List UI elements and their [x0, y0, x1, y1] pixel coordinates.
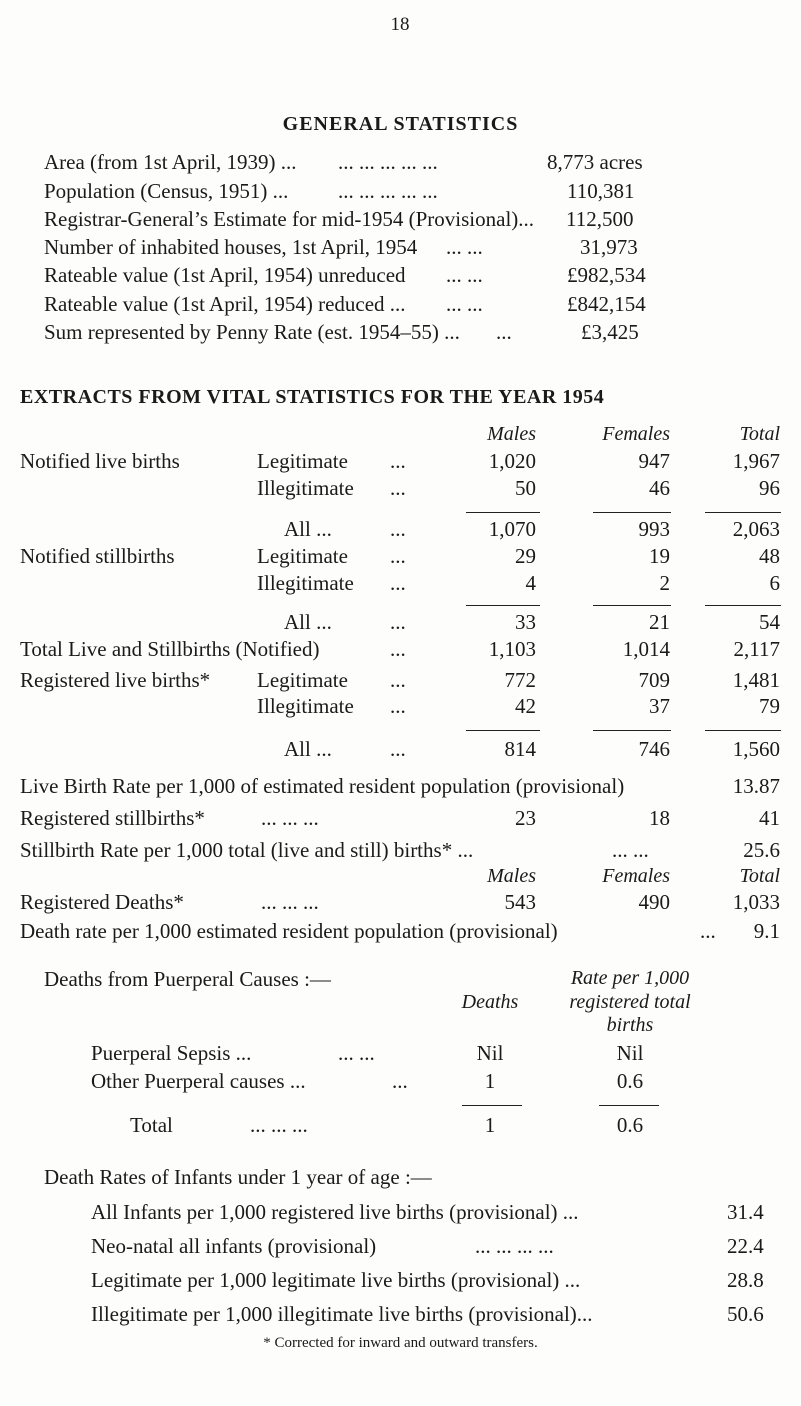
cell-total: 1,560 — [732, 737, 780, 761]
general-row-value: £842,154 — [567, 292, 646, 316]
footnote: * Corrected for inward and outward transfers. — [263, 1335, 538, 1351]
page-number: 18 — [390, 14, 410, 35]
row-dots: ... ... ... — [261, 890, 319, 914]
subtotal-rule — [466, 512, 540, 513]
col-head-rate-2: registered total — [569, 991, 691, 1013]
row-dots: ... — [390, 571, 406, 595]
row-dots: ... — [390, 517, 406, 541]
general-row-value: £982,534 — [567, 263, 646, 287]
puerperal-deaths: Nil — [476, 1041, 504, 1065]
row-sub-label: All ... — [284, 737, 332, 761]
cell-total: 48 — [759, 544, 780, 568]
puerperal-total-label: Total — [130, 1113, 173, 1137]
cell-males: 23 — [515, 806, 536, 830]
cell-males: 42 — [515, 694, 536, 718]
row-dots: ... — [390, 637, 406, 661]
general-row-value: £3,425 — [581, 320, 639, 344]
infant-row-value: 50.6 — [727, 1302, 764, 1326]
subtotal-rule — [593, 730, 671, 731]
cell-total: 96 — [759, 476, 780, 500]
cell-females: 746 — [638, 737, 670, 761]
row-sub-label: Legitimate — [257, 668, 348, 692]
row-dots: ... — [390, 694, 406, 718]
extracts-heading: EXTRACTS FROM VITAL STATISTICS FOR THE YEAR 1954 — [20, 386, 605, 408]
cell-total: 41 — [759, 806, 780, 830]
cell-males: 29 — [515, 544, 536, 568]
stillbirth-rate-value: 25.6 — [743, 838, 780, 862]
cell-females: 46 — [649, 476, 670, 500]
infant-row-label: Neo-natal all infants (provisional) — [91, 1234, 377, 1258]
infant-row-value: 31.4 — [727, 1200, 764, 1224]
page-title: GENERAL STATISTICS — [282, 113, 519, 135]
col-head-females: Females — [602, 865, 670, 887]
cell-total: 2,063 — [732, 517, 780, 541]
cell-total: 2,117 — [733, 637, 780, 661]
subtotal-rule — [466, 730, 540, 731]
col-head-total: Total — [739, 865, 780, 887]
row-sub-label: Illegitimate — [257, 476, 354, 500]
subtotal-rule — [705, 605, 781, 606]
subtotal-rule — [466, 605, 540, 606]
puerperal-row-label: Puerperal Sepsis ... — [91, 1041, 252, 1065]
general-row-label: Population (Census, 1951) ... — [44, 179, 289, 203]
row-dots: ... — [390, 610, 406, 634]
puerperal-rate: Nil — [616, 1041, 644, 1065]
cell-females: 18 — [649, 806, 670, 830]
row-sub-label: All ... — [284, 517, 332, 541]
cell-total: 1,967 — [732, 449, 780, 473]
subtotal-rule — [705, 512, 781, 513]
infant-row-label: Legitimate per 1,000 legitimate live births (provisional) ... — [91, 1268, 581, 1292]
infant-row-label: All Infants per 1,000 registered live births (provisional) ... — [91, 1200, 579, 1224]
cell-total: 1,481 — [732, 668, 780, 692]
total-live-still-label: Total Live and Stillbirths (Notified) — [20, 637, 320, 661]
row-dots: ... ... ... — [250, 1113, 308, 1137]
cell-males: 1,103 — [488, 637, 536, 661]
stillbirth-rate-label: Stillbirth Rate per 1,000 total (live and still) births* ... — [20, 838, 474, 862]
puerperal-total-deaths: 1 — [484, 1113, 496, 1137]
cell-females: 947 — [638, 449, 670, 473]
general-row-label: Area (from 1st April, 1939) ... — [44, 150, 297, 174]
subtotal-rule — [705, 730, 781, 731]
cell-males: 814 — [504, 737, 536, 761]
live-birth-rate-value: 13.87 — [732, 774, 780, 798]
cell-males: 4 — [525, 571, 536, 595]
cell-females: 993 — [638, 517, 670, 541]
row-dots: ... — [700, 919, 716, 943]
row-dots: ... — [392, 1069, 408, 1093]
col-head-males: Males — [487, 423, 536, 445]
row-dots: ... — [390, 476, 406, 500]
infant-row-label: Illegitimate per 1,000 illegitimate live births (provisional)... — [91, 1302, 593, 1326]
infants-label: Death Rates of Infants under 1 year of age :— — [44, 1165, 432, 1189]
general-row-dots: ... ... ... ... ... — [338, 150, 438, 174]
general-row-value: 31,973 — [580, 235, 638, 259]
general-row-label: Registrar-General’s Estimate for mid-1954 (Provisional)... — [44, 207, 535, 231]
cell-males: 772 — [504, 668, 536, 692]
general-row-value: 110,381 — [567, 179, 635, 203]
puerperal-label: Deaths from Puerperal Causes :— — [44, 967, 331, 991]
general-row-label: Rateable value (1st April, 1954) reduced ... — [44, 292, 406, 316]
cell-total: 1,033 — [732, 890, 780, 914]
infant-row-value: 28.8 — [727, 1268, 764, 1292]
row-sub-label: Legitimate — [257, 449, 348, 473]
general-row-value: 112,500 — [566, 207, 634, 231]
cell-males: 33 — [515, 610, 536, 634]
notified-stillbirths-label: Notified stillbirths — [20, 544, 175, 568]
row-dots: ... — [390, 668, 406, 692]
infant-row-value: 22.4 — [727, 1234, 764, 1258]
row-sub-label: All ... — [284, 610, 332, 634]
cell-males: 50 — [515, 476, 536, 500]
cell-males: 543 — [504, 890, 536, 914]
registered-live-births-label: Registered live births* — [20, 668, 211, 692]
death-rate-value: 9.1 — [753, 919, 780, 943]
notified-live-births-label: Notified live births — [20, 449, 180, 473]
row-dots: ... — [390, 449, 406, 473]
subtotal-rule — [593, 512, 671, 513]
general-row-label: Sum represented by Penny Rate (est. 1954–55) ... — [44, 320, 460, 344]
cell-females: 709 — [638, 668, 670, 692]
subtotal-rule — [599, 1105, 659, 1106]
row-sub-label: Legitimate — [257, 544, 348, 568]
general-row-dots: ... ... ... ... ... — [338, 179, 438, 203]
row-dots: ... ... ... — [261, 806, 319, 830]
row-sub-label: Illegitimate — [257, 694, 354, 718]
row-dots: ... — [390, 737, 406, 761]
registered-stillbirths-label: Registered stillbirths* — [20, 806, 205, 830]
general-row-label: Number of inhabited houses, 1st April, 1954 — [44, 235, 418, 259]
cell-total: 6 — [769, 571, 780, 595]
col-head-rate-3: births — [606, 1014, 654, 1036]
death-rate-label: Death rate per 1,000 estimated resident population (provisional) — [20, 919, 558, 943]
cell-females: 21 — [649, 610, 670, 634]
cell-females: 2 — [659, 571, 670, 595]
general-row-label: Rateable value (1st April, 1954) unreduced — [44, 263, 406, 287]
cell-males: 1,070 — [488, 517, 536, 541]
puerperal-deaths: 1 — [484, 1069, 496, 1093]
cell-total: 79 — [759, 694, 780, 718]
col-head-deaths: Deaths — [461, 991, 519, 1013]
general-row-dots: ... ... — [446, 263, 483, 287]
general-row-value: 8,773 acres — [547, 150, 643, 174]
cell-females: 490 — [638, 890, 670, 914]
row-dots: ... ... — [612, 838, 649, 862]
puerperal-row-label: Other Puerperal causes ... — [91, 1069, 306, 1093]
col-head-total: Total — [739, 423, 780, 445]
row-sub-label: Illegitimate — [257, 571, 354, 595]
col-head-males: Males — [487, 865, 536, 887]
puerperal-rate: 0.6 — [616, 1069, 644, 1093]
registered-deaths-label: Registered Deaths* — [20, 890, 184, 914]
puerperal-total-rate: 0.6 — [616, 1113, 644, 1137]
row-dots: ... — [390, 544, 406, 568]
general-row-dots: ... ... — [446, 292, 483, 316]
live-birth-rate-label: Live Birth Rate per 1,000 of estimated resident population (provisional) — [20, 774, 625, 798]
cell-total: 54 — [759, 610, 780, 634]
subtotal-rule — [593, 605, 671, 606]
row-dots: ... ... ... ... — [475, 1234, 554, 1258]
cell-males: 1,020 — [488, 449, 536, 473]
cell-females: 37 — [649, 694, 670, 718]
general-row-dots: ... — [496, 320, 512, 344]
col-head-females: Females — [602, 423, 670, 445]
cell-females: 1,014 — [622, 637, 670, 661]
col-head-rate-1: Rate per 1,000 — [570, 967, 690, 989]
row-dots: ... ... — [338, 1041, 375, 1065]
general-row-dots: ... ... — [446, 235, 483, 259]
subtotal-rule — [462, 1105, 522, 1106]
cell-females: 19 — [649, 544, 670, 568]
